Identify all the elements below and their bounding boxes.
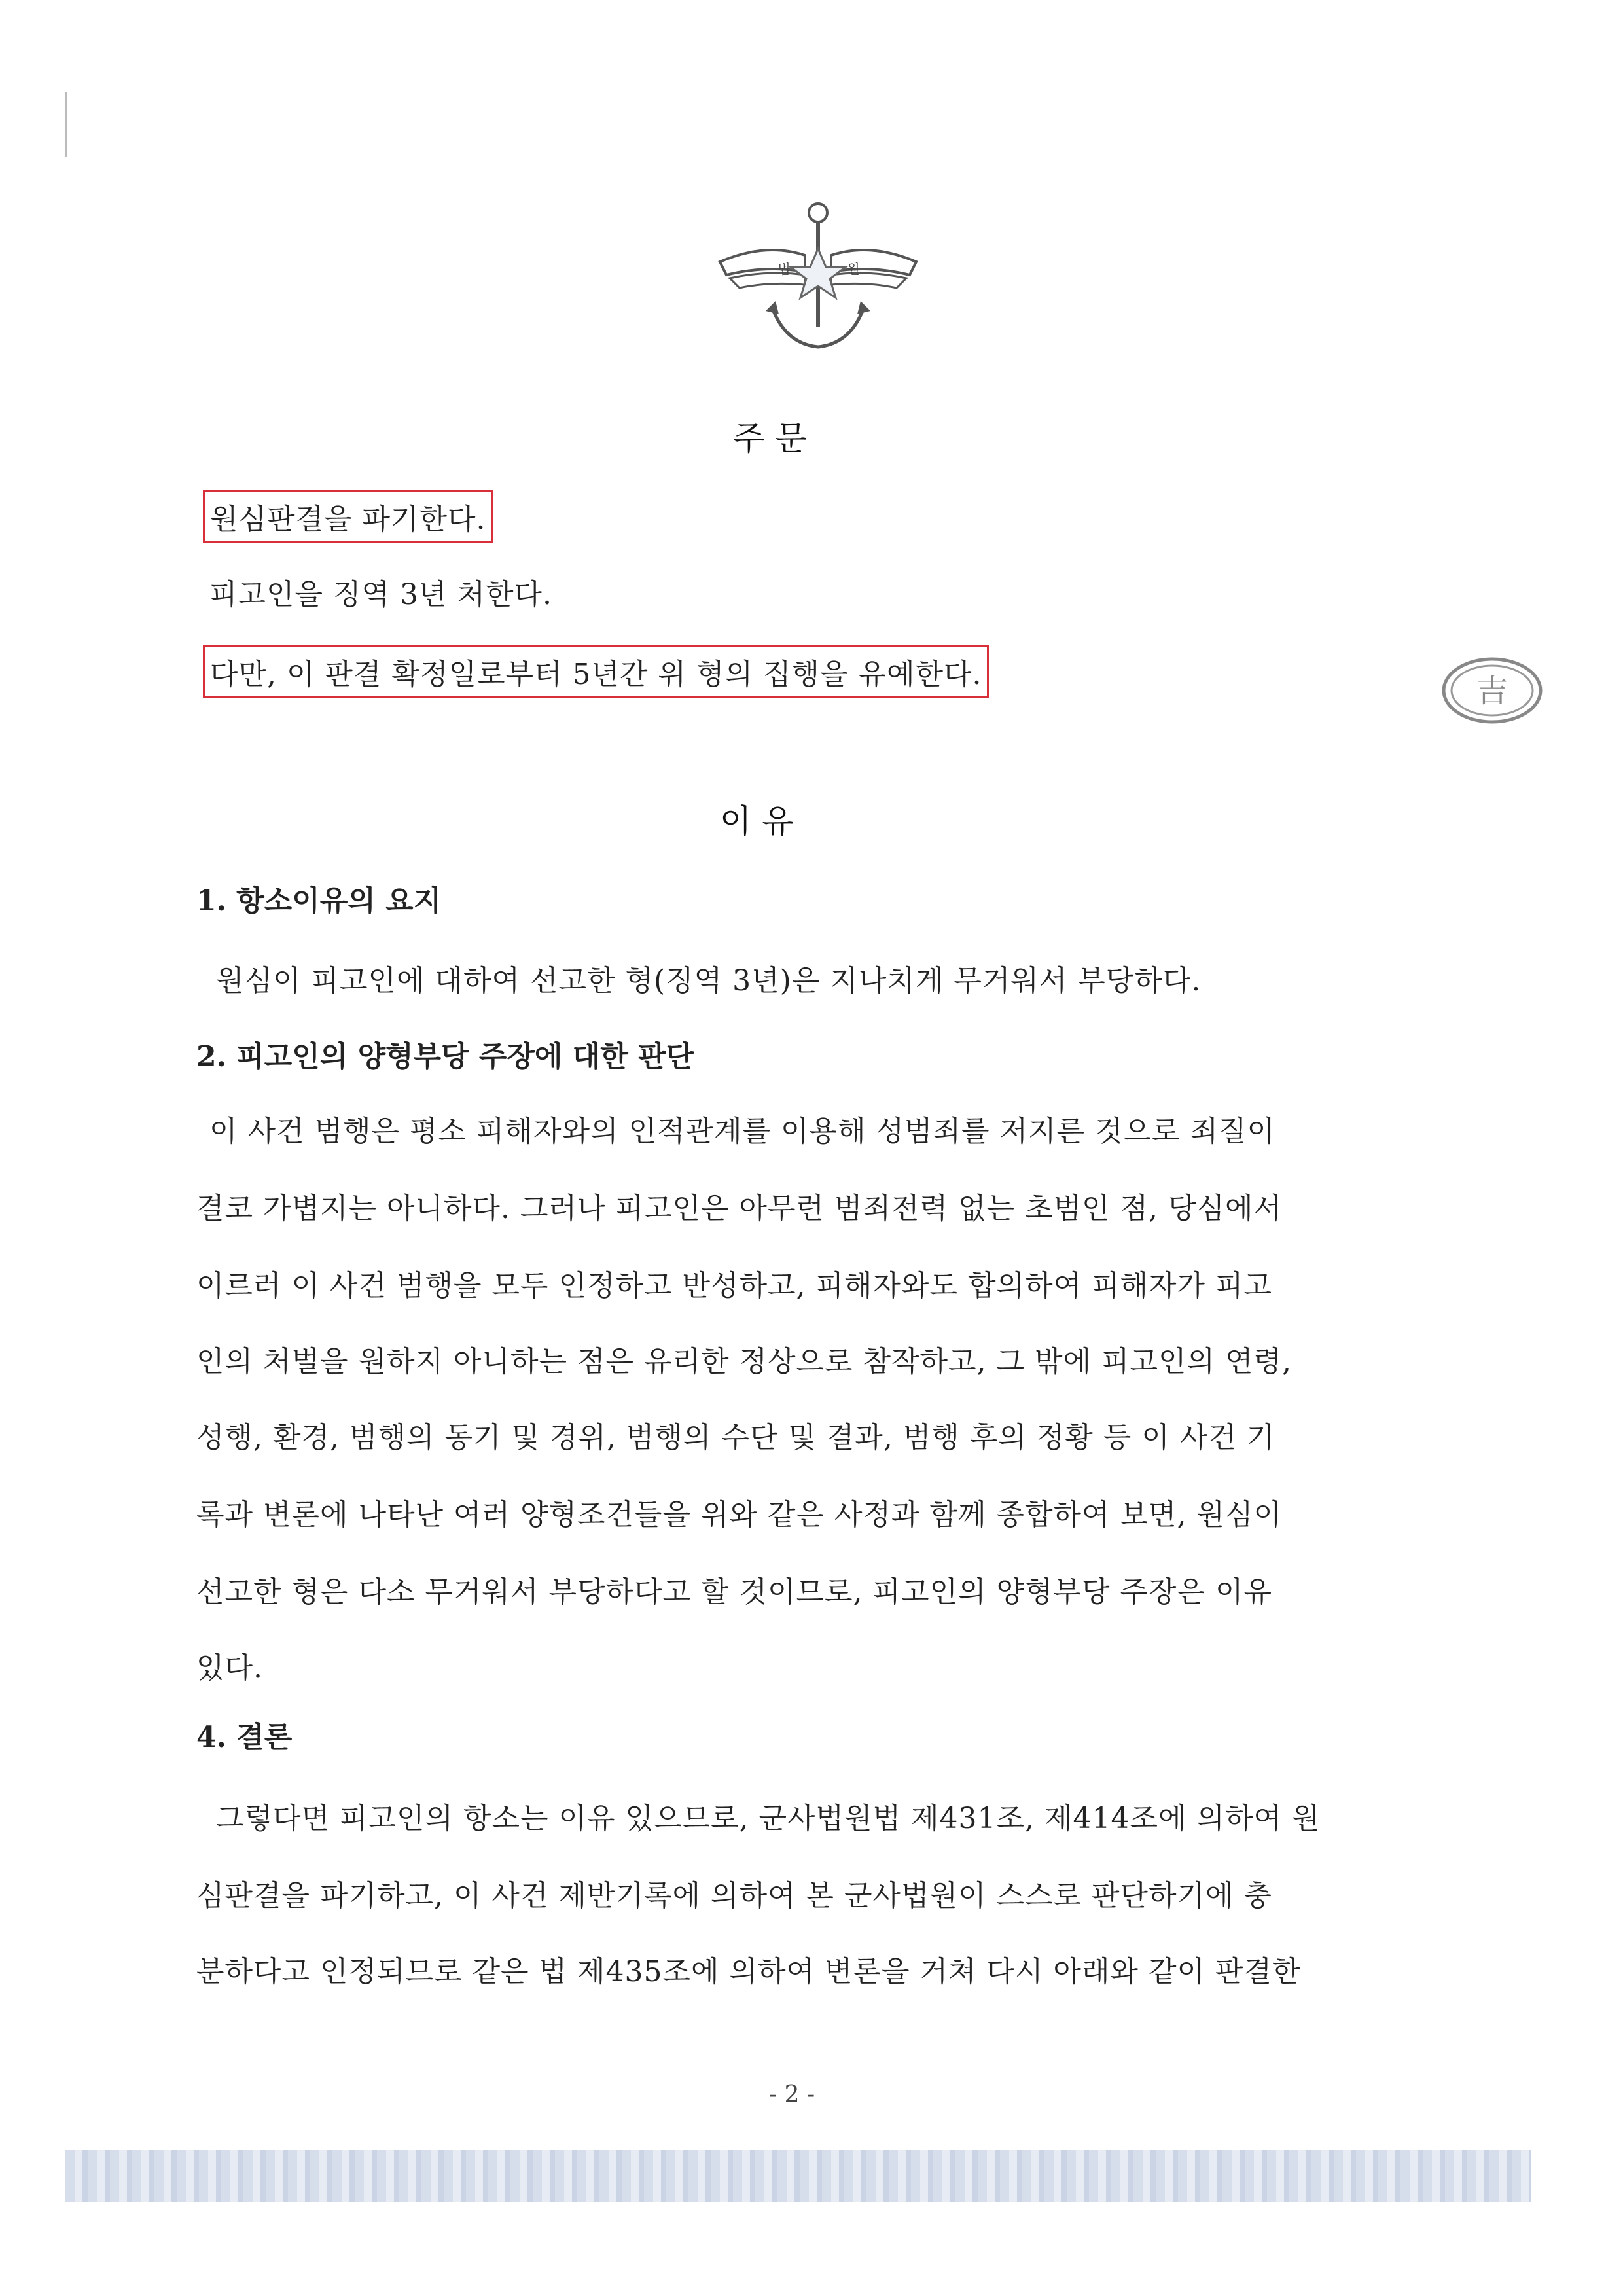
section-2-line: 이르러 이 사건 범행을 모두 인정하고 반성하고, 피해자와도 합의하여 피해자가 피고 (196, 1269, 1272, 1302)
order-title: 주 문 (733, 420, 807, 457)
scan-margin-mark (65, 92, 67, 157)
order-line-2: 피고인을 징역 3년 처한다. (209, 578, 552, 611)
section-1-body: 원심이 피고인에 대하여 선고한 형(징역 3년)은 지나치게 무거워서 부당하다. (216, 964, 1202, 997)
section-4-heading: 4. 결론 (196, 1721, 293, 1754)
emblem-right-char: 원 (847, 261, 860, 277)
section-4-line: 그렇다면 피고인의 항소는 이유 있으므로, 군사법원법 제431조, 제414조에 의하여 원 (216, 1802, 1321, 1835)
seal-stamp-icon (1440, 655, 1544, 726)
court-emblem-icon (713, 196, 923, 353)
page-number: - 2 - (769, 2081, 815, 2108)
section-4-line: 분하다고 인정되므로 같은 법 제435조에 의하여 변론을 거쳐 다시 아래와 같이 판결한 (196, 1955, 1301, 1988)
section-4-line: 심판결을 파기하고, 이 사건 제반기록에 의하여 본 군사법원이 스스로 판단하기에 충 (196, 1879, 1272, 1912)
section-2-line: 선고한 형은 다소 무거워서 부당하다고 할 것이므로, 피고인의 양형부당 주장은 이유 (196, 1575, 1272, 1609)
section-2-line: 있다. (196, 1651, 263, 1685)
section-2-line: 인의 처벌을 원하지 아니하는 점은 유리한 정상으로 참작하고, 그 밖에 피고인의 연령, (196, 1345, 1292, 1378)
emblem-left-char: 법 (777, 261, 791, 277)
section-2-line: 성행, 환경, 범행의 동기 및 경위, 범행의 수단 및 결과, 범행 후의 정황 등 이 사건 기 (196, 1421, 1275, 1454)
seal-stamp-text: 吉 (1476, 673, 1508, 709)
section-2-line: 결코 가볍지는 아니하다. 그러나 피고인은 아무런 범죄전력 없는 초범인 점, 당심에서 (196, 1192, 1282, 1225)
section-2-line: 이 사건 범행은 평소 피해자와의 인적관계를 이용해 성범죄를 저지른 것으로 죄질이 (209, 1115, 1275, 1148)
order-line-1: 원심판결을 파기한다. (203, 490, 493, 543)
scan-footer-band (65, 2150, 1531, 2202)
reason-title: 이 유 (720, 802, 794, 840)
section-2-heading: 2. 피고인의 양형부당 주장에 대한 판단 (196, 1040, 694, 1073)
order-line-3: 다만, 이 판결 확정일로부터 5년간 위 형의 집행을 유예한다. (203, 645, 989, 698)
section-1-heading: 1. 항소이유의 요지 (196, 884, 442, 918)
section-2-line: 록과 변론에 나타난 여러 양형조건들을 위와 같은 사정과 함께 종합하여 보면, 원심이 (196, 1498, 1282, 1532)
